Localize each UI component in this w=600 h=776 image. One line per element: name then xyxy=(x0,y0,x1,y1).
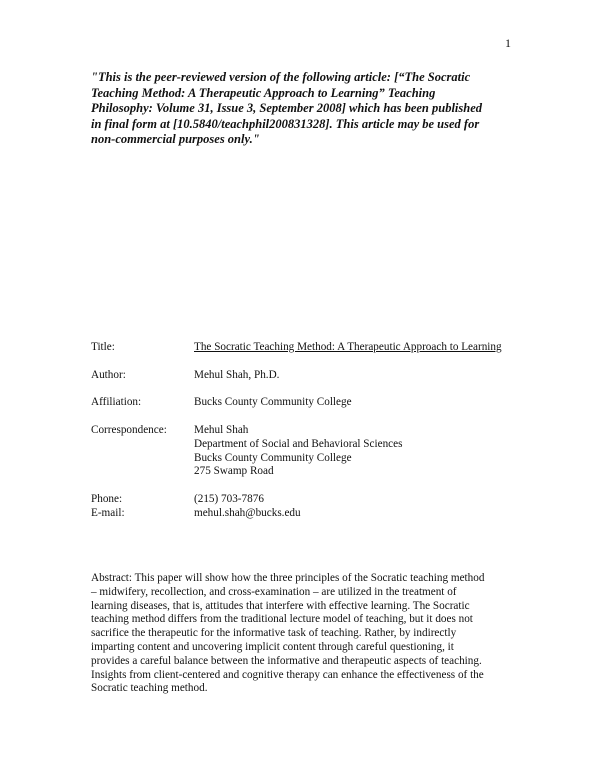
phone-row xyxy=(91,493,531,507)
email-label: E-mail: xyxy=(91,506,125,519)
abstract-line: teaching method differs from the traditional lecture model of teaching, but it does not xyxy=(91,613,473,626)
abstract-line: learning diseases, that is, attitudes that interfere with effective learning. The Socratic xyxy=(91,599,470,612)
abstract-line: Insights from client-centered and cognitive therapy can enhance the effectiveness of the xyxy=(91,668,484,681)
correspondence-label: Correspondence: xyxy=(91,424,167,437)
email-row xyxy=(91,507,531,521)
notice-line: non-commercial purposes only." xyxy=(91,132,260,146)
title-page-metadata xyxy=(91,341,531,520)
publication-notice xyxy=(91,70,531,148)
notice-line: Teaching Method: A Therapeutic Approach to Learning” Teaching xyxy=(91,85,436,100)
correspondence-line: Bucks County Community College xyxy=(194,451,352,464)
abstract-line: – midwifery, recollection, and cross-examination – are utilized in the treatment of xyxy=(91,585,457,598)
correspondence-line: Department of Social and Behavioral Sciences xyxy=(194,437,403,450)
correspondence-line: 275 Swamp Road xyxy=(194,465,274,478)
affiliation-row xyxy=(91,396,531,410)
author-row xyxy=(91,369,531,383)
title-row xyxy=(91,341,531,355)
author-name: Mehul Shah, Ph.D. xyxy=(194,368,280,381)
phone-label: Phone: xyxy=(91,492,123,505)
notice-line: "This is the peer-reviewed version of the following article: [“The Socratic xyxy=(91,70,471,84)
email-address: mehul.shah@bucks.edu xyxy=(194,506,301,519)
correspondence-line: Mehul Shah xyxy=(194,424,249,437)
abstract-line: provides a careful balance between the informative and therapeutic aspects of teaching. xyxy=(91,654,482,667)
abstract-line: imparting content and uncovering implicit content through careful questioning, it xyxy=(91,640,454,653)
affiliation-label: Affiliation: xyxy=(91,396,142,409)
affiliation-name: Bucks County Community College xyxy=(194,396,352,409)
page-number: 1 xyxy=(505,36,511,50)
notice-line: Philosophy: Volume 31, Issue 3, September 2008] which has been published xyxy=(91,101,483,115)
author-label: Author: xyxy=(91,368,126,381)
article-title: The Socratic Teaching Method: A Therapeutic Approach to Learning xyxy=(194,341,502,353)
abstract xyxy=(91,572,531,696)
title-label: Title: xyxy=(91,341,115,353)
notice-line: in final form at [10.5840/teachphil200831328]. This article may be used for xyxy=(91,116,480,131)
abstract-line: Socratic teaching method. xyxy=(91,682,208,695)
abstract-line: sacrifice the therapeutic for the informative task of teaching. Rather, by indirectly xyxy=(91,627,457,640)
correspondence-row xyxy=(91,424,531,479)
phone-number: (215) 703-7876 xyxy=(194,492,264,505)
abstract-line: Abstract: This paper will show how the three principles of the Socratic teaching method xyxy=(91,572,485,584)
